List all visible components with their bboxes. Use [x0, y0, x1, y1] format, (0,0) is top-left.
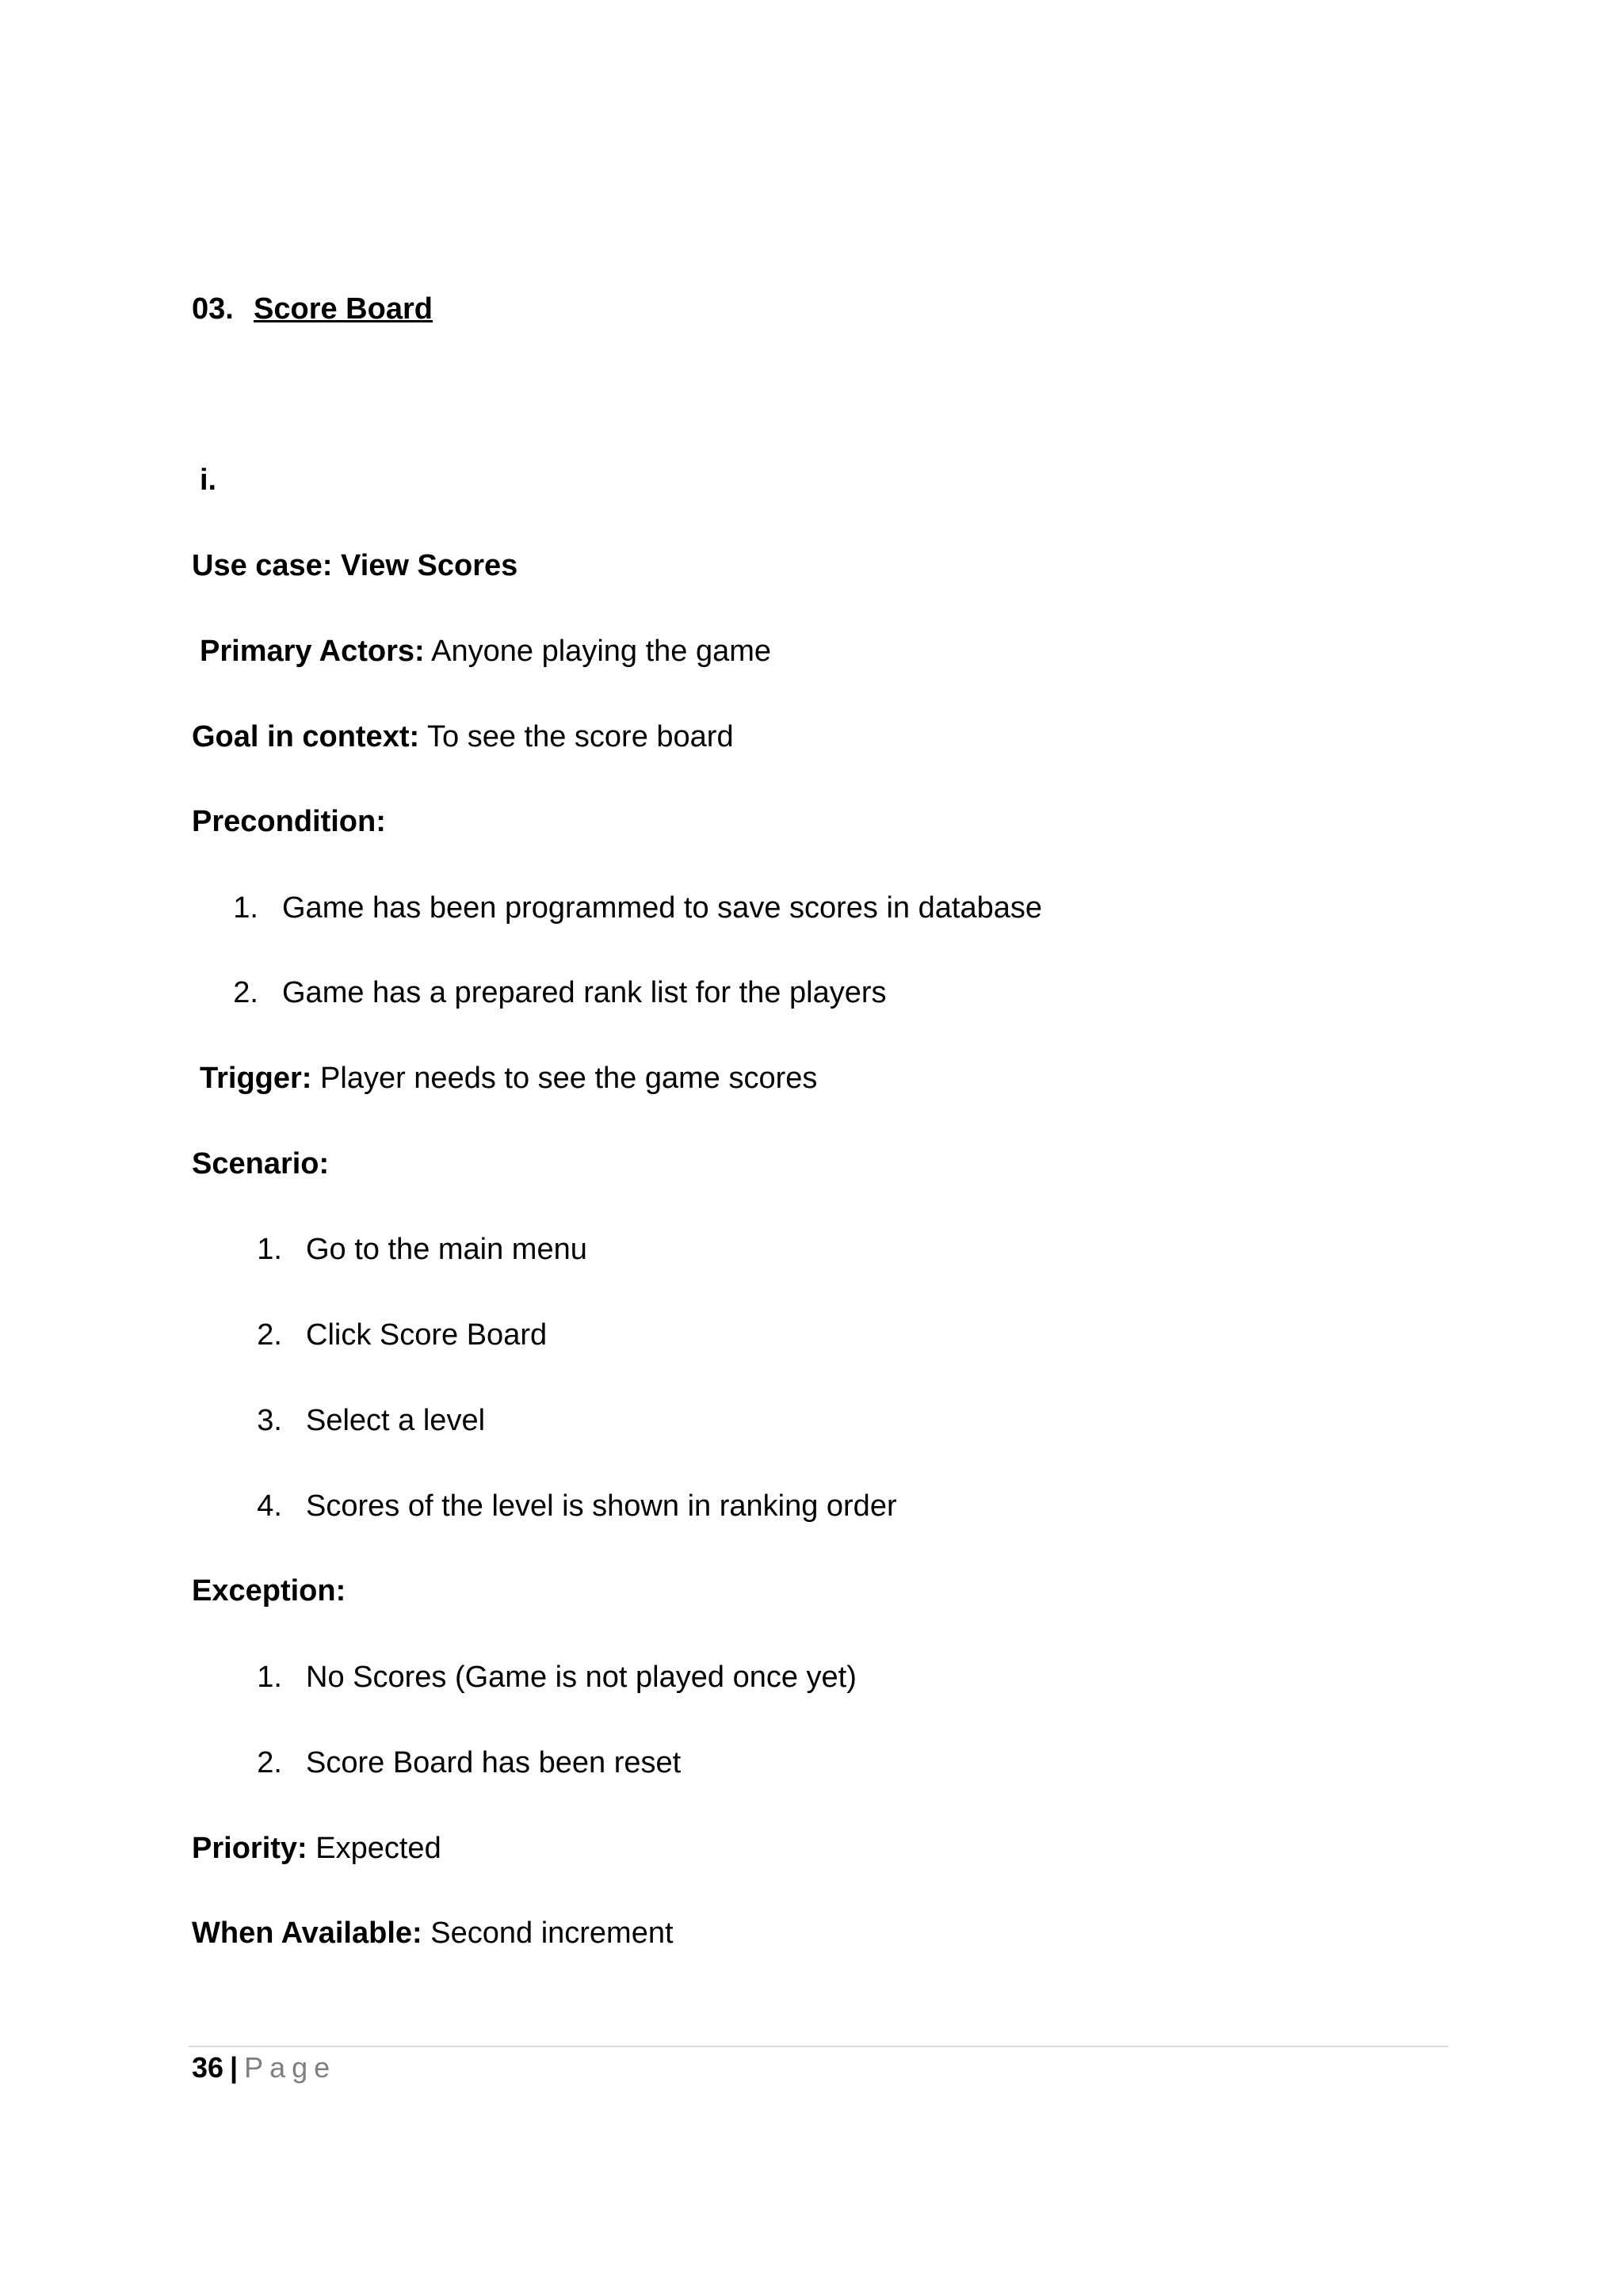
trigger-label: Trigger: — [200, 1062, 312, 1095]
goal-value: To see the score board — [427, 720, 734, 753]
when-available-label: When Available: — [192, 1917, 422, 1950]
use-case-label: Use case: — [192, 549, 333, 582]
section-heading — [192, 290, 433, 328]
section-title: Score Board — [254, 292, 433, 326]
page-number: 36 — [192, 2051, 224, 2084]
goal-label: Goal in context: — [192, 720, 420, 753]
section-number: 03. — [192, 292, 234, 326]
trigger-value: Player needs to see the game scores — [320, 1062, 818, 1095]
scenario-item: 3. Select a level — [257, 1404, 486, 1437]
footer-separator: | — [230, 2051, 239, 2084]
when-available-line — [192, 1914, 674, 1952]
exception-item: 1. No Scores (Game is not played once yet) — [257, 1661, 857, 1694]
goal-line — [192, 718, 734, 756]
footer-rule — [189, 2046, 1449, 2047]
primary-actors-label: Primary Actors: — [200, 635, 425, 668]
precondition-item: 2. Game has a prepared rank list for the players — [233, 976, 887, 1009]
when-available-value: Second increment — [430, 1917, 674, 1950]
priority-label: Priority: — [192, 1832, 307, 1865]
scenario-item: 1. Go to the main menu — [257, 1233, 587, 1266]
page-word: Page — [244, 2051, 337, 2084]
trigger-line — [200, 1059, 817, 1097]
precondition-item: 1. Game has been programmed to save scores in database — [233, 891, 1042, 925]
scenario-item: 4. Scores of the level is shown in ranking order — [257, 1489, 897, 1523]
use-case-value: View Scores — [341, 549, 518, 582]
scenario-item: 2. Click Score Board — [257, 1318, 548, 1352]
use-case-line — [192, 547, 517, 585]
page-footer — [192, 2046, 336, 2087]
priority-value: Expected — [315, 1832, 441, 1865]
exception-item: 2. Score Board has been reset — [257, 1746, 682, 1779]
primary-actors-value: Anyone playing the game — [431, 635, 772, 668]
precondition-label: Precondition: — [192, 805, 386, 838]
primary-actors-line — [200, 632, 771, 670]
priority-line — [192, 1829, 441, 1867]
scenario-label: Scenario: — [192, 1147, 330, 1180]
roman-numeral: i. — [200, 463, 217, 497]
exception-label: Exception: — [192, 1574, 346, 1608]
